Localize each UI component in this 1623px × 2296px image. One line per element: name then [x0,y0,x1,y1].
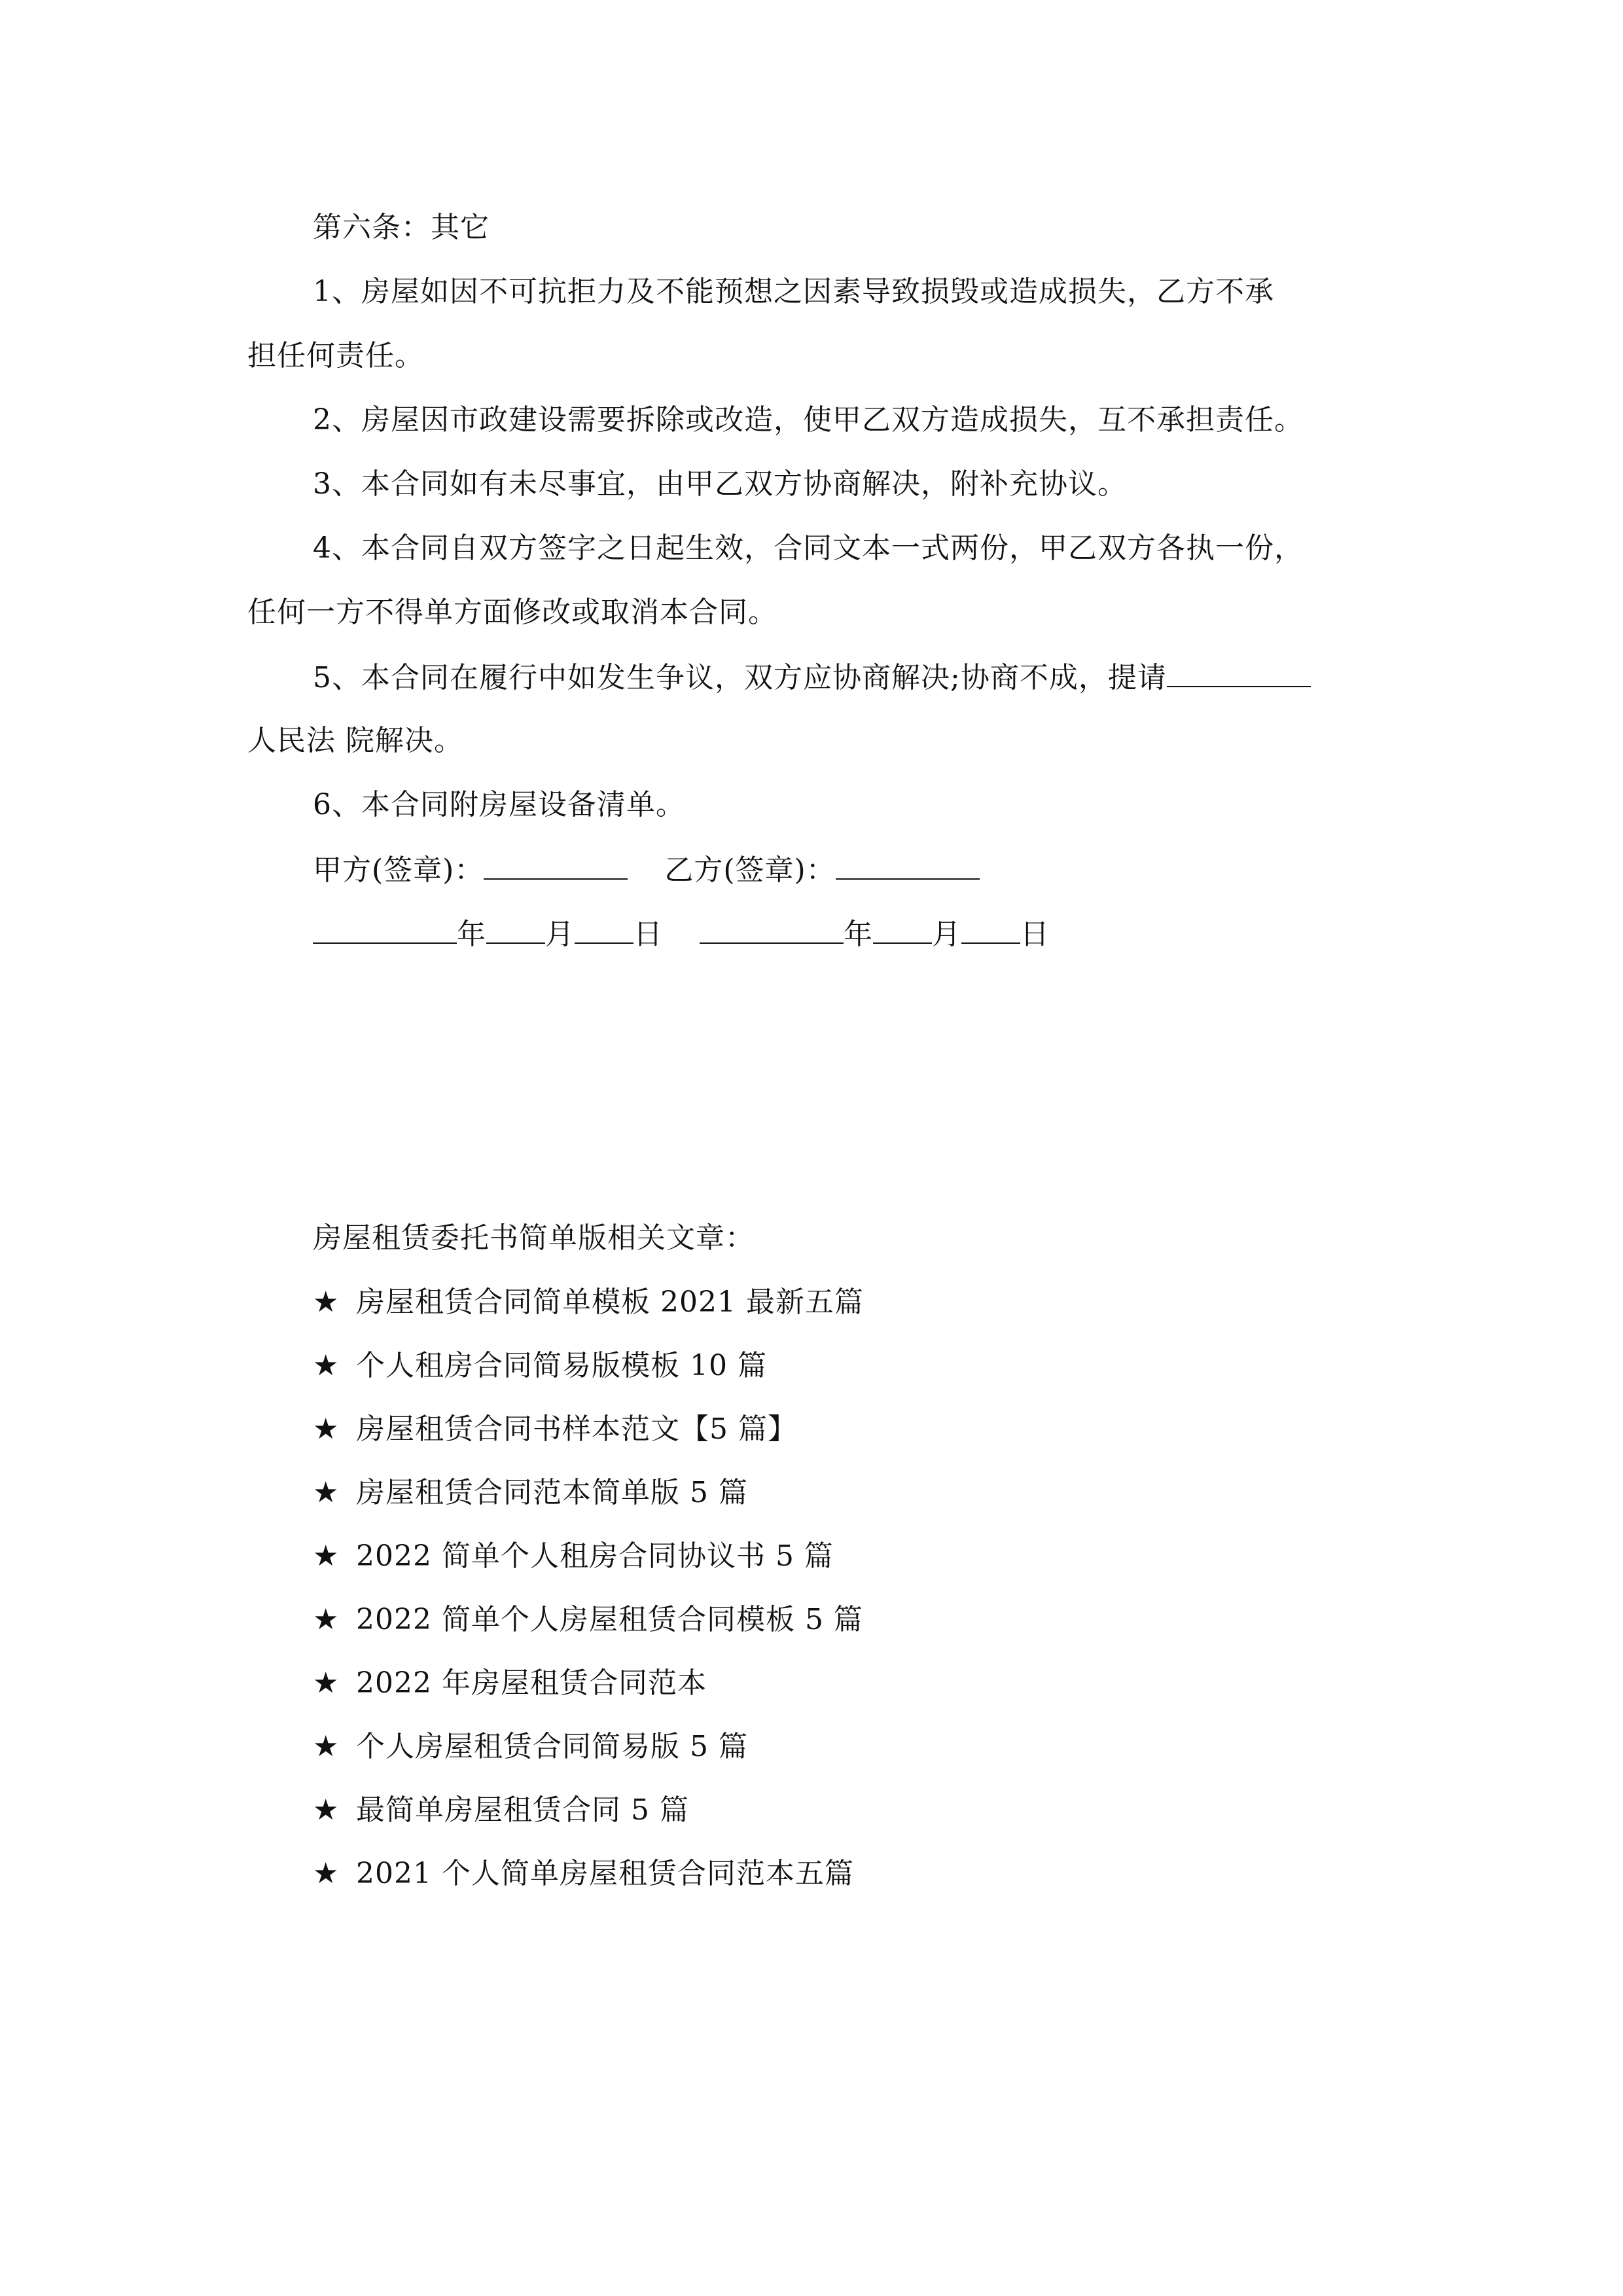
party-a-month-blank [486,914,545,944]
star-icon: ★ [313,1476,340,1509]
related-article-link[interactable] [313,1410,797,1449]
date-row [313,914,1050,954]
star-icon: ★ [313,1793,340,1827]
related-article-link[interactable] [313,1473,748,1513]
article-item-2: 2、房屋因市政建设需要拆除或改造，使甲乙双方造成损失，互不承担责任。 [313,403,1304,437]
related-article-title: 个人房屋租赁合同简易版 5 篇 [356,1730,748,1763]
party-a-day-label: 日 [633,918,663,951]
star-icon: ★ [313,1539,340,1573]
article-item-5-line-2: 人民法 院解决。 [247,724,463,757]
party-a-year-blank [313,914,457,944]
party-b-year-label: 年 [844,918,873,951]
related-article-link[interactable] [313,1664,707,1703]
party-b-day-label: 日 [1020,918,1050,951]
party-a-signature-blank [484,850,628,880]
related-article-title: 房屋租赁合同书样本范文【5 篇】 [356,1412,797,1446]
party-b-month-blank [873,914,932,944]
party-a-day-blank [575,914,633,944]
related-article-link[interactable] [313,1727,748,1767]
related-article-title: 2021 个人简单房屋租赁合同范本五篇 [356,1857,854,1890]
article-item-4-line-1: 4、本合同自双方签字之日起生效，合同文本一式两份，甲乙双方各执一份， [313,531,1304,565]
party-b-month-label: 月 [932,918,961,951]
related-article-title: 房屋租赁合同范本简单版 5 篇 [356,1476,748,1509]
related-article-link[interactable] [313,1537,834,1576]
related-article-link[interactable] [313,1283,864,1322]
related-article-title: 房屋租赁合同简单模板 2021 最新五篇 [356,1285,864,1319]
signature-row [313,850,980,890]
article-item-4-line-2: 任何一方不得单方面修改或取消本合同。 [247,596,777,629]
party-a-label: 甲方(签章)： [313,853,484,887]
related-article-title: 个人租房合同简易版模板 10 篇 [356,1349,767,1382]
article-item-5-text: 5、本合同在履行中如发生争议，双方应协商解决;协商不成，提请 [313,661,1167,694]
star-icon: ★ [313,1412,340,1446]
article-item-5-line-1 [313,657,1311,698]
article-item-3: 3、本合同如有未尽事宜，由甲乙双方协商解决，附补充协议。 [313,467,1127,501]
related-article-title: 2022 简单个人租房合同协议书 5 篇 [356,1539,834,1573]
party-b-year-blank [700,914,844,944]
related-article-link[interactable] [313,1791,689,1830]
star-icon: ★ [313,1857,340,1890]
court-name-blank [1167,657,1311,687]
article-item-6: 6、本合同附房屋设备清单。 [313,788,685,821]
star-icon: ★ [313,1603,340,1636]
article-item-1-line-2: 担任何责任。 [247,339,424,372]
party-b-label: 乙方(签章)： [664,853,836,887]
related-article-title: 2022 年房屋租赁合同范本 [356,1666,707,1700]
related-article-link[interactable] [313,1346,767,1386]
article-item-1-line-1: 1、房屋如因不可抗拒力及不能预想之因素导致损毁或造成损失，乙方不承 [313,275,1274,308]
related-article-link[interactable] [313,1600,863,1640]
related-article-title: 最简单房屋租赁合同 5 篇 [356,1793,689,1827]
related-article-title: 2022 简单个人房屋租赁合同模板 5 篇 [356,1603,863,1636]
party-b-day-blank [961,914,1020,944]
star-icon: ★ [313,1666,340,1700]
star-icon: ★ [313,1285,340,1319]
star-icon: ★ [313,1349,340,1382]
related-articles-heading: 房屋租赁委托书简单版相关文章： [313,1221,755,1255]
party-a-month-label: 月 [545,918,575,951]
party-b-signature-blank [836,850,980,880]
party-a-year-label: 年 [457,918,486,951]
article-heading: 第六条：其它 [313,211,490,244]
star-icon: ★ [313,1730,340,1763]
related-article-link[interactable] [313,1854,854,1893]
